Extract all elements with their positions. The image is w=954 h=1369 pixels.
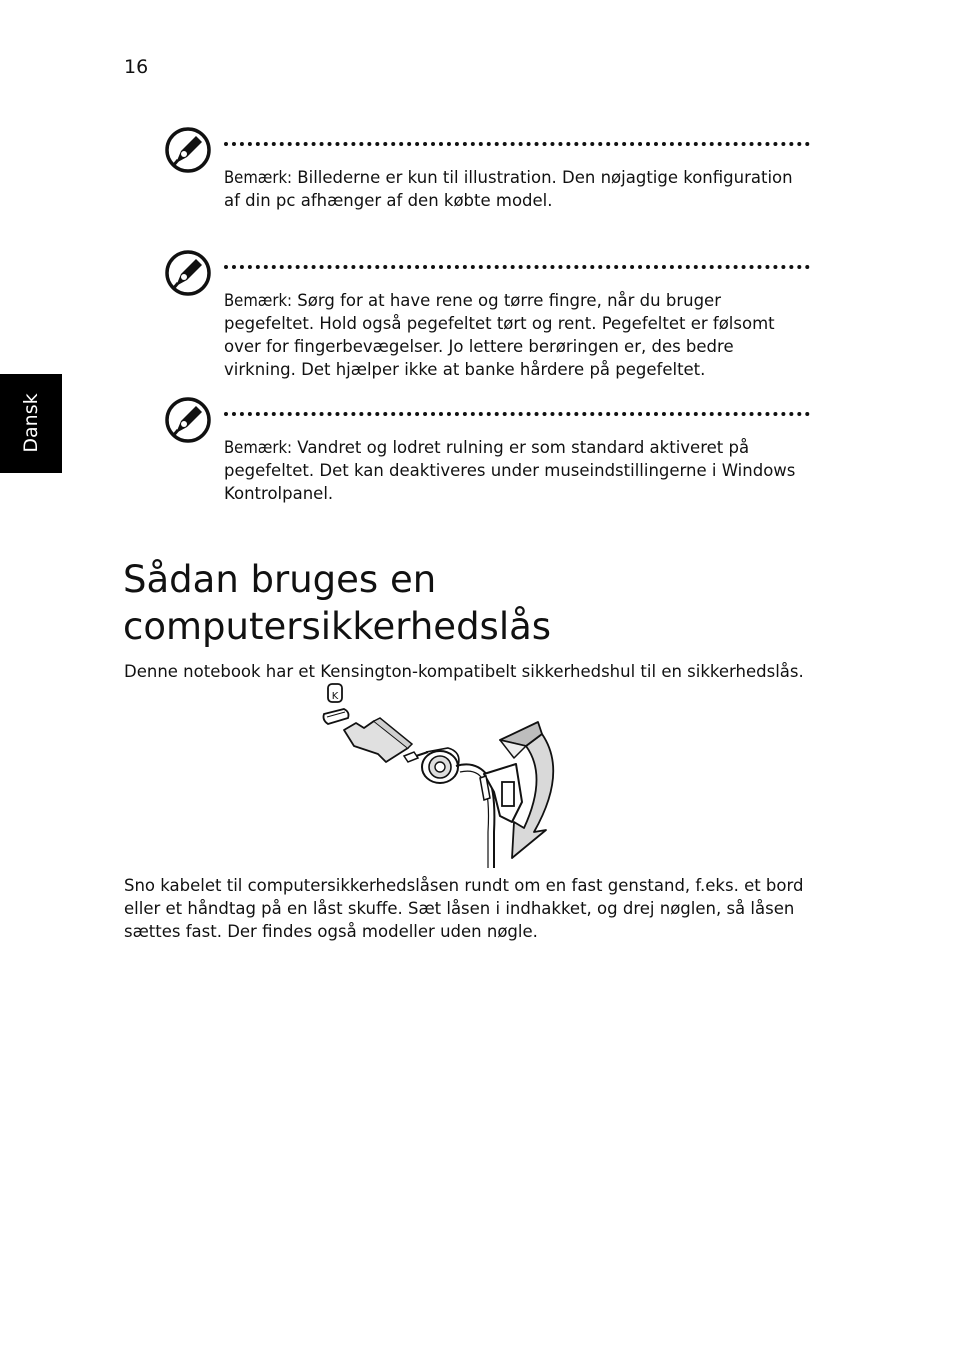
language-tab — [0, 374, 62, 473]
note-body: Sørg for at have rene og tørre fingre, når du bruger pegefeltet. Hold også pegefeltet tørt og rent. Pegefeltet er følsomt over for fingerbevægelser. Jo lettere berøringen er, des bedre virkning. Det hjælper ikke at banke hårdere på pegefeltet. — [224, 291, 775, 379]
note-3 — [164, 396, 810, 508]
note-label: Bemærk: — [224, 291, 293, 310]
note-divider — [224, 142, 810, 146]
note-label: Bemærk: — [224, 168, 293, 187]
section-heading: Sådan bruges en computersikkerhedslås — [123, 558, 552, 648]
note-label: Bemærk: — [224, 438, 293, 457]
note-pencil-icon — [164, 126, 212, 174]
kensington-badge-icon — [328, 684, 342, 702]
note-divider — [224, 412, 810, 416]
note-divider — [224, 265, 810, 269]
note-pencil-icon — [164, 396, 212, 444]
intro-paragraph: Denne notebook har et Kensington-kompatibelt sikkerhedshul til en sikkerhedslås. — [124, 662, 804, 681]
page-number: 16 — [124, 56, 149, 78]
note-text — [224, 289, 810, 381]
note-text — [224, 166, 810, 212]
note-2 — [164, 249, 810, 384]
body-paragraph: Sno kabelet til computersikkerhedslåsen rundt om en fast genstand, f.eks. et bord eller et håndtag på en låst skuffe. Sæt låsen i indhakket, og drej nøglen, så låsen sættes fast. Der findes også modeller uden nøgle. — [124, 876, 804, 941]
note-1 — [164, 126, 810, 221]
kensington-lock-illustration — [316, 682, 566, 868]
note-body: Vandret og lodret rulning er som standard aktiveret på pegefeltet. Det kan deaktiveres under museindstillingerne i Windows Kontrolpanel. — [224, 438, 796, 503]
svg-text:K: K — [331, 691, 339, 702]
note-body: Billederne er kun til illustration. Den nøjagtige konfiguration af din pc afhænger af den købte model. — [224, 168, 793, 210]
language-tab-label: Dansk — [20, 393, 42, 453]
note-text — [224, 436, 810, 505]
note-pencil-icon — [164, 249, 212, 297]
